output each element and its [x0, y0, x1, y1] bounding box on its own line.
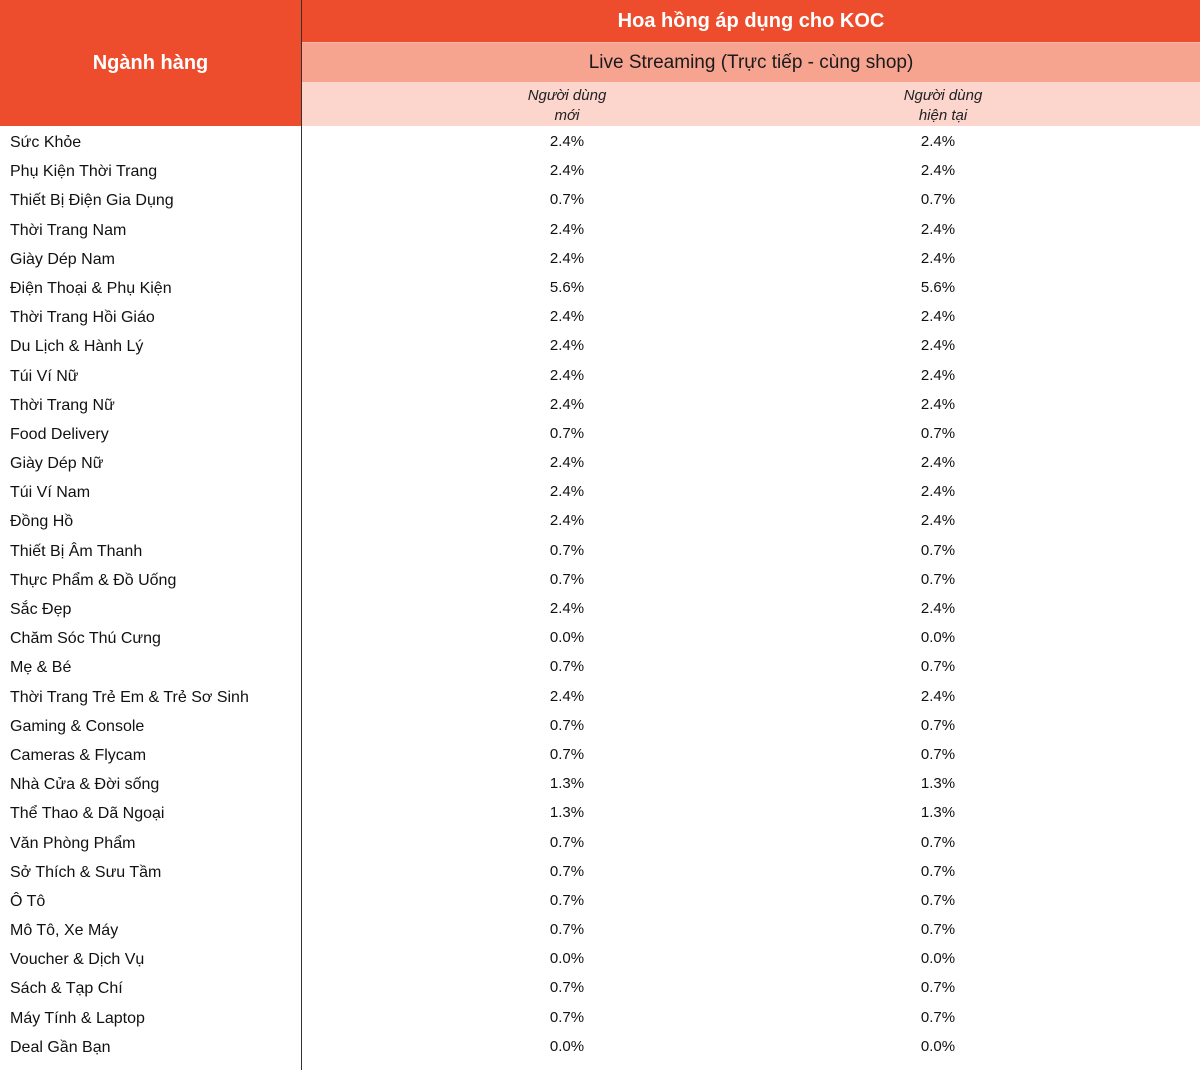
commission-title-label: Hoa hồng áp dụng cho KOC [617, 9, 885, 32]
existing-user-rate-cell: 1.3% [920, 804, 956, 822]
existing-user-rate-cell: 0.7% [920, 191, 956, 209]
existing-user-rate-cell: 2.4% [920, 395, 956, 413]
category-name-cell: Gaming & Console [10, 717, 145, 735]
new-user-rate-cell: 0.0% [549, 1037, 585, 1055]
existing-user-rate-cell: 5.6% [920, 278, 956, 296]
table-row [0, 856, 1200, 885]
existing-user-rate-cell: 0.7% [920, 745, 956, 763]
new-user-rate-cell: 0.7% [549, 541, 585, 559]
new-user-rate-cell: 2.4% [549, 308, 585, 326]
category-name-cell: Thực Phẩm & Đồ Uống [10, 571, 177, 589]
new-user-rate-cell: 0.7% [549, 745, 585, 763]
category-name-cell: Điện Thoại & Phụ Kiện [10, 279, 172, 297]
existing-user-rate-cell: 2.4% [920, 483, 956, 501]
category-name-cell: Chăm Sóc Thú Cưng [10, 630, 161, 648]
table-row [0, 243, 1200, 272]
table-row [0, 885, 1200, 914]
new-user-rate-cell: 0.7% [549, 891, 585, 909]
category-name-cell: Túi Ví Nam [10, 484, 91, 502]
existing-user-rate-cell: 0.7% [920, 424, 956, 442]
existing-user-rate-cell: 0.0% [920, 950, 956, 968]
category-name-cell: Mô Tô, Xe Máy [10, 922, 119, 940]
existing-user-rate-cell: 0.0% [920, 1037, 956, 1055]
category-name-cell: Sắc Đẹp [10, 601, 72, 618]
new-user-rate-cell: 2.4% [549, 249, 585, 267]
table-row [0, 505, 1200, 534]
category-name-cell: Sách & Tạp Chí [10, 980, 123, 998]
new-user-rate-cell: 0.7% [549, 424, 585, 442]
new-user-rate-cell: 1.3% [549, 775, 585, 793]
table-row [0, 827, 1200, 856]
existing-user-label-line2: hiện tại [918, 107, 968, 124]
category-name-cell: Sở Thích & Sưu Tầm [10, 863, 162, 881]
category-name-cell: Phụ Kiện Thời Trang [10, 163, 158, 181]
category-name-cell: Mẹ & Bé [10, 659, 72, 677]
existing-user-rate-cell: 2.4% [920, 162, 956, 180]
table-row [0, 1031, 1200, 1060]
existing-user-rate-cell: 0.7% [920, 979, 956, 997]
table-row [0, 914, 1200, 943]
category-header-label: Ngành hàng [92, 51, 209, 74]
category-name-cell: Giày Dép Nữ [10, 455, 104, 473]
new-user-rate-cell: 0.7% [549, 921, 585, 939]
existing-user-rate-cell: 0.7% [920, 716, 956, 734]
category-name-cell: Giày Dép Nam [10, 250, 115, 268]
new-user-rate-cell: 0.7% [549, 658, 585, 676]
existing-user-rate-cell: 0.7% [920, 862, 956, 880]
category-name-cell: Thể Thao & Dã Ngoại [10, 805, 165, 823]
new-user-rate-cell: 2.4% [549, 220, 585, 238]
existing-user-rate-cell: 2.4% [920, 220, 956, 238]
existing-user-rate-cell: 2.4% [920, 687, 956, 705]
existing-user-rate-cell: 0.7% [920, 658, 956, 676]
table-row [0, 943, 1200, 972]
new-user-rate-cell: 0.7% [549, 862, 585, 880]
new-user-label-line2: mới [554, 107, 580, 124]
new-user-rate-cell: 5.6% [549, 278, 585, 296]
commission-title-header [302, 0, 1200, 42]
new-user-rate-cell: 2.4% [549, 395, 585, 413]
category-name-cell: Food Delivery [10, 425, 109, 443]
category-name-cell: Máy Tính & Laptop [10, 1009, 145, 1027]
table-row [0, 360, 1200, 389]
existing-user-rate-cell: 1.3% [920, 775, 956, 793]
new-user-rate-cell: 0.7% [549, 570, 585, 588]
new-user-rate-cell: 2.4% [549, 454, 585, 472]
table-row [0, 651, 1200, 680]
category-name-cell: Ô Tô [10, 892, 46, 910]
new-user-rate-cell: 0.0% [549, 629, 585, 647]
category-name-cell: Thời Trang Trẻ Em & Trẻ Sơ Sinh [10, 688, 249, 706]
existing-user-rate-cell: 2.4% [920, 454, 956, 472]
live-streaming-label: Live Streaming (Trực tiếp - cùng shop) [588, 51, 914, 73]
table-row [0, 418, 1200, 447]
new-user-rate-cell: 2.4% [549, 337, 585, 355]
category-name-cell: Đồng Hồ [10, 513, 74, 531]
existing-user-rate-cell: 2.4% [920, 600, 956, 617]
table-row [0, 301, 1200, 330]
user-type-header [302, 82, 1200, 126]
new-user-rate-cell: 2.4% [549, 133, 585, 150]
table-row [0, 184, 1200, 213]
table-row [0, 681, 1200, 710]
table-row [0, 389, 1200, 418]
existing-user-rate-cell: 2.4% [920, 366, 956, 384]
new-user-rate-cell: 2.4% [549, 512, 585, 530]
table-row [0, 535, 1200, 564]
table-row [0, 476, 1200, 505]
new-user-rate-cell: 2.4% [549, 600, 585, 617]
table-row [0, 564, 1200, 593]
table-row [0, 622, 1200, 651]
new-user-column-header [467, 86, 667, 126]
existing-user-label-line1: Người dùng [903, 87, 983, 104]
existing-user-rate-cell: 2.4% [920, 308, 956, 326]
new-user-rate-cell: 2.4% [549, 483, 585, 501]
new-user-rate-cell: 1.3% [549, 804, 585, 822]
category-name-cell: Thời Trang Nữ [10, 396, 115, 414]
table-row [0, 155, 1200, 184]
existing-user-column-header [843, 86, 1043, 126]
new-user-rate-cell: 0.7% [549, 833, 585, 851]
table-row [0, 214, 1200, 243]
category-name-cell: Deal Gần Bạn [10, 1038, 111, 1056]
table-row [0, 447, 1200, 476]
new-user-rate-cell: 0.7% [549, 191, 585, 209]
category-name-cell: Thời Trang Hồi Giáo [10, 309, 155, 327]
new-user-rate-cell: 0.7% [549, 1008, 585, 1026]
category-name-cell: Nhà Cửa & Đời sống [10, 776, 160, 794]
existing-user-rate-cell: 2.4% [920, 249, 956, 267]
category-name-cell: Túi Ví Nữ [10, 367, 79, 385]
existing-user-rate-cell: 0.7% [920, 833, 956, 851]
table-row [0, 797, 1200, 826]
table-row [0, 739, 1200, 768]
new-user-rate-cell: 2.4% [549, 162, 585, 180]
category-name-cell: Thời Trang Nam [10, 221, 127, 239]
existing-user-rate-cell: 2.4% [920, 512, 956, 530]
existing-user-rate-cell: 0.7% [920, 891, 956, 909]
table-row [0, 272, 1200, 301]
category-name-cell: Cameras & Flycam [10, 746, 147, 764]
existing-user-rate-cell: 0.7% [920, 570, 956, 588]
category-name-cell: Sức Khỏe [10, 134, 82, 151]
category-name-cell: Thiết Bị Âm Thanh [10, 542, 143, 560]
existing-user-rate-cell: 2.4% [920, 133, 956, 150]
category-column-header [0, 0, 301, 126]
commission-table-body [0, 126, 1200, 1060]
new-user-label-line1: Người dùng [527, 87, 607, 104]
table-row [0, 126, 1200, 155]
category-name-cell: Voucher & Dịch Vụ [10, 951, 145, 969]
new-user-rate-cell: 2.4% [549, 366, 585, 384]
category-name-cell: Văn Phòng Phẩm [10, 834, 136, 852]
existing-user-rate-cell: 0.7% [920, 1008, 956, 1026]
existing-user-rate-cell: 2.4% [920, 337, 956, 355]
table-row [0, 593, 1200, 622]
new-user-rate-cell: 2.4% [549, 687, 585, 705]
new-user-rate-cell: 0.7% [549, 979, 585, 997]
category-name-cell: Du Lịch & Hành Lý [10, 338, 144, 356]
new-user-rate-cell: 0.7% [549, 716, 585, 734]
existing-user-rate-cell: 0.7% [920, 921, 956, 939]
category-name-cell: Thiết Bị Điện Gia Dụng [10, 192, 174, 210]
table-row [0, 1002, 1200, 1031]
new-user-rate-cell: 0.0% [549, 950, 585, 968]
table-row [0, 768, 1200, 797]
existing-user-rate-cell: 0.0% [920, 629, 956, 647]
table-row [0, 972, 1200, 1001]
existing-user-rate-cell: 0.7% [920, 541, 956, 559]
table-row [0, 330, 1200, 359]
live-streaming-header [302, 43, 1200, 82]
table-row [0, 710, 1200, 739]
